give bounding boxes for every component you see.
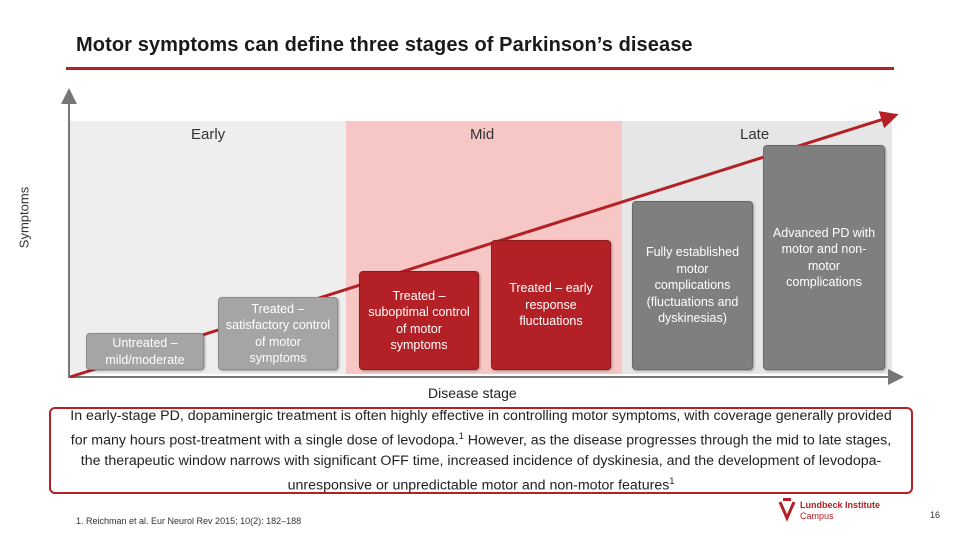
box-treated-suboptimal: Treated – suboptimal control of motor symptoms: [359, 271, 479, 370]
box-fully-established-complications: Fully established motor complications (fluctuations and dyskinesias): [632, 201, 753, 370]
x-axis-label: Disease stage: [428, 385, 517, 401]
reference-footnote: 1. Reichman et al. Eur Neurol Rev 2015; 10(2): 182–188: [76, 516, 302, 526]
summary-text-part2: However, as the disease progresses through the mid to late stages, the therapeutic window narrows with significant OFF time, increased incidence of dyskinesia, and the development of levodopa-unresponsive or unpredictable motor and non-motor features: [80, 432, 892, 494]
reference-superscript-1: 1: [458, 430, 464, 441]
summary-text: [61, 406, 901, 495]
box-advanced-pd: Advanced PD with motor and non-motor complications: [763, 145, 885, 370]
logo-subtitle: Campus: [800, 511, 834, 521]
lundbeck-institute-logo: [778, 496, 908, 524]
logo-mark-icon: [778, 498, 796, 522]
box-untreated-mild: Untreated – mild/moderate: [86, 333, 204, 370]
slide-title: Motor symptoms can define three stages of Parkinson’s disease: [76, 34, 693, 56]
page-number: 16: [930, 510, 941, 520]
reference-superscript-2: 1: [669, 475, 675, 486]
summary-box: [49, 407, 913, 494]
stage-label-mid: Mid: [470, 126, 495, 143]
box-treated-satisfactory: Treated – satisfactory control of motor symptoms: [218, 297, 338, 370]
summary-text-part1: In early-stage PD, dopaminergic treatment is often highly effective in controlling motor symptoms, with coverage generally provided for many hours post-treatment with a single dose of levodopa.: [70, 407, 892, 449]
stage-label-late: Late: [740, 126, 770, 143]
box-early-response-fluctuations: Treated – early response fluctuations: [491, 240, 611, 370]
stage-label-early: Early: [191, 126, 226, 143]
y-axis-label: Symptoms: [16, 186, 32, 249]
logo-name: Lundbeck Institute: [800, 500, 881, 510]
